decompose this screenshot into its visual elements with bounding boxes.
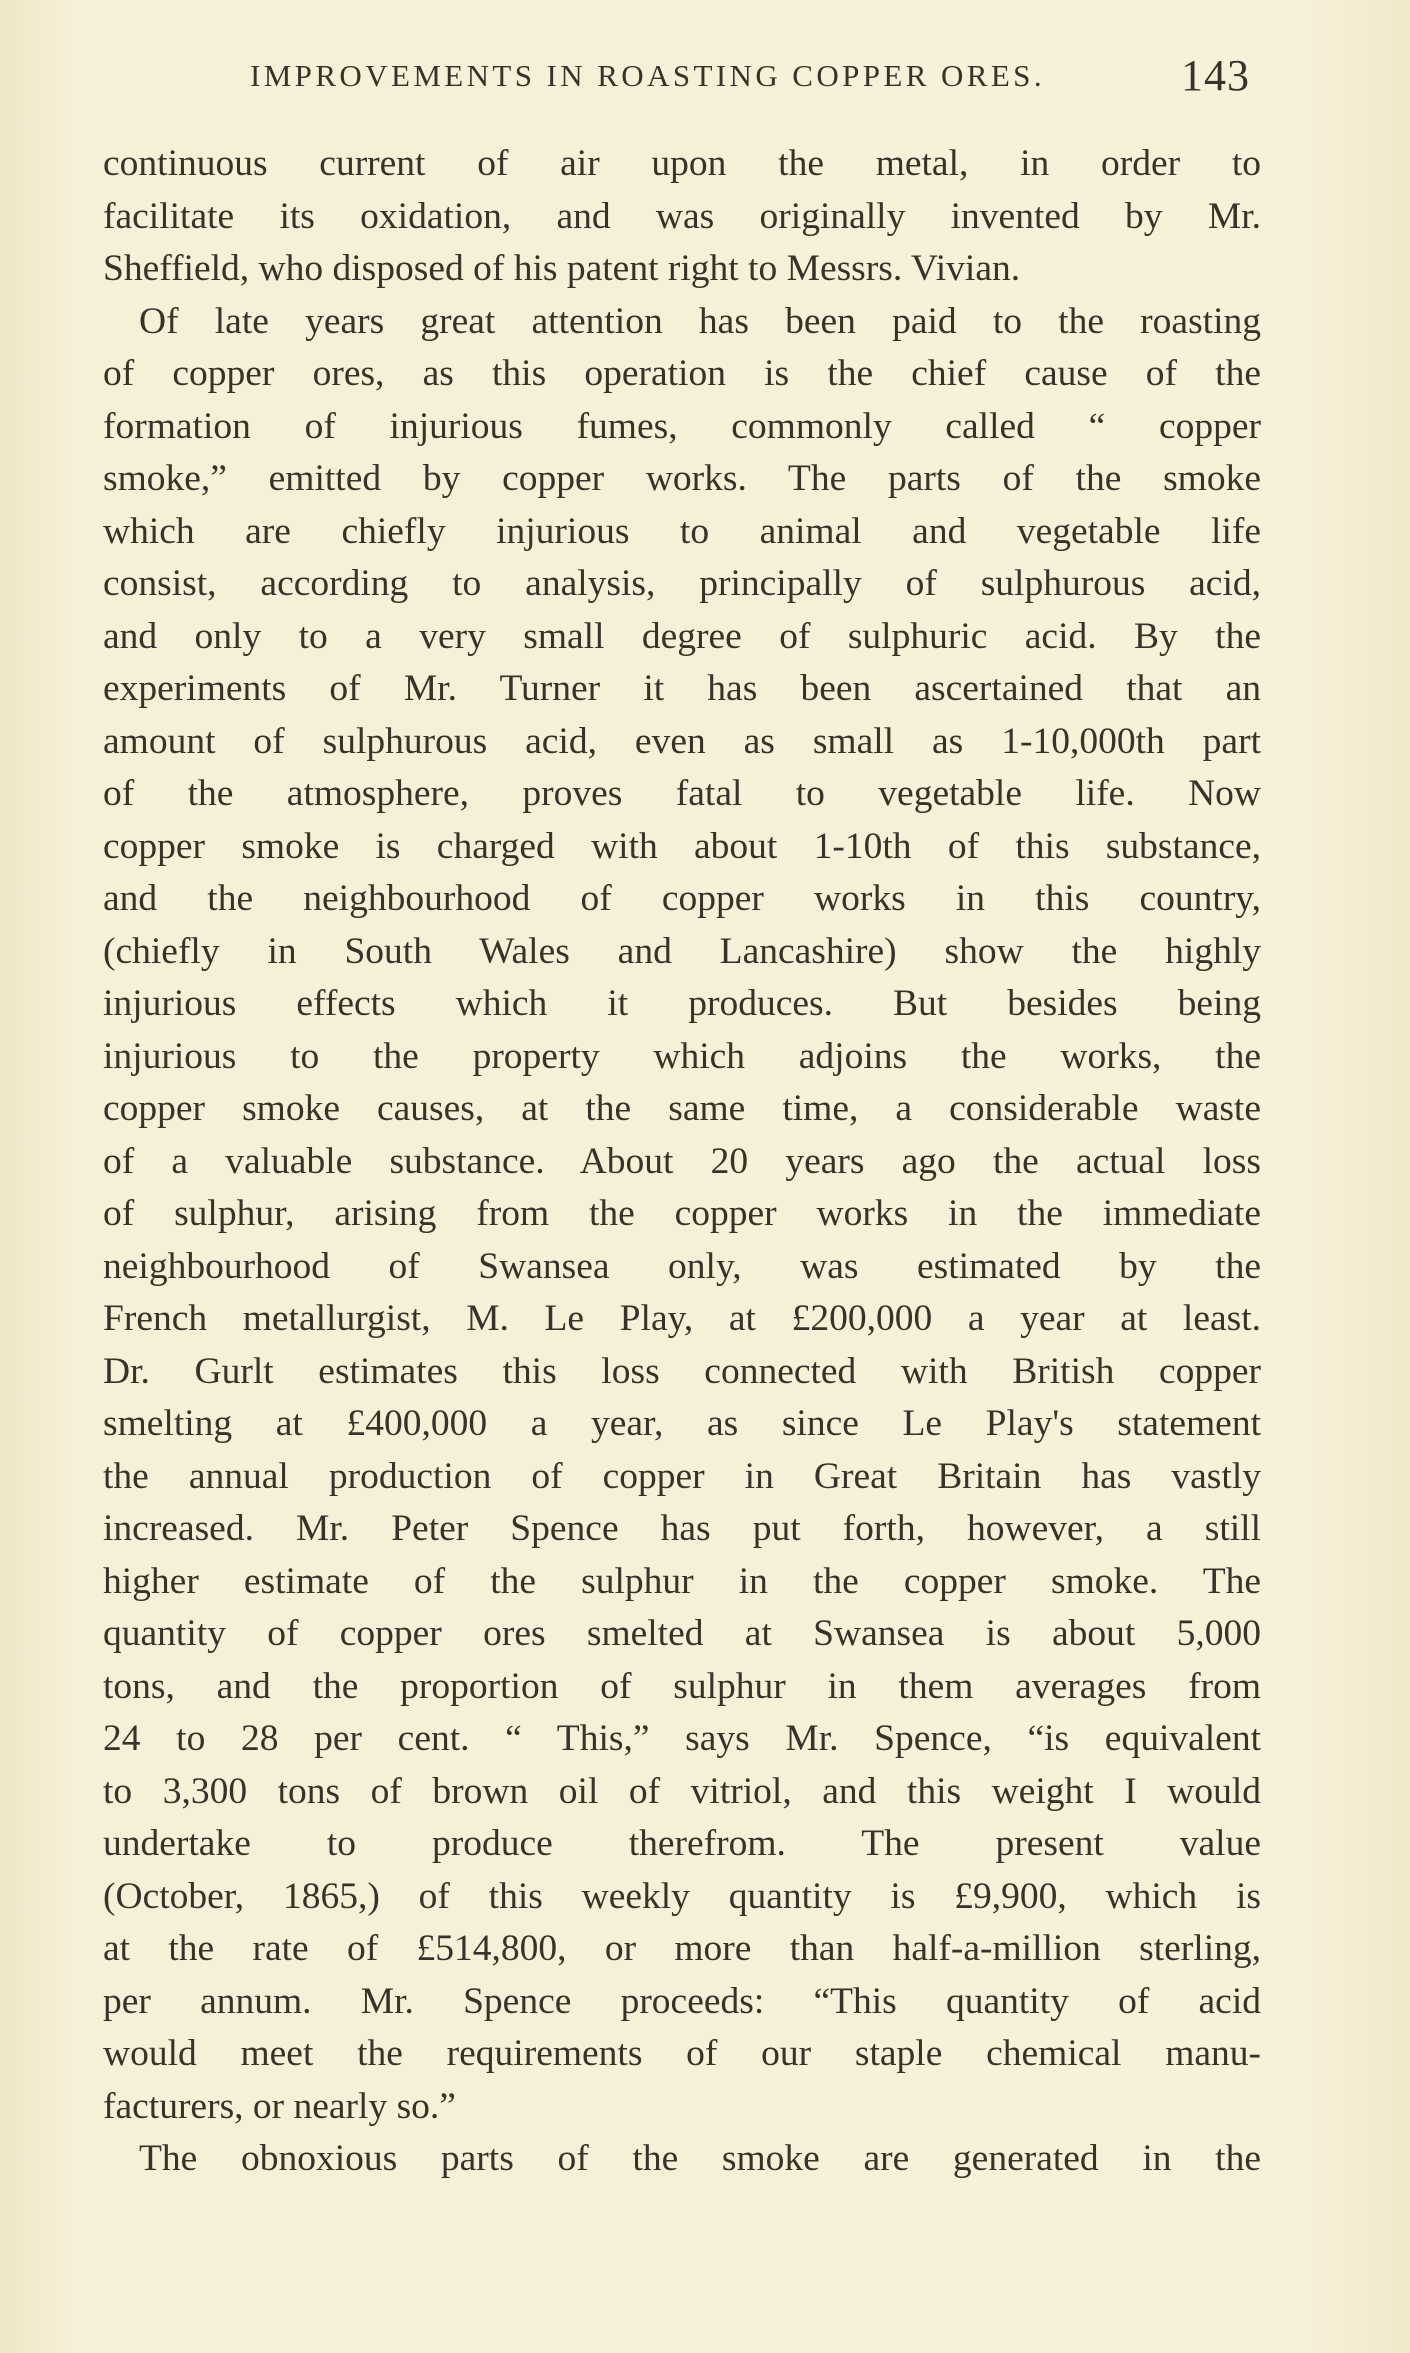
text-line: tons, and the proportion of sulphur in them averages from: [103, 1665, 1261, 1707]
text-line: consist, according to analysis, principally of sulphurous acid,: [103, 563, 1261, 604]
text-line: (October, 1865,) of this weekly quantity is £9,900, which is: [103, 1875, 1261, 1917]
text-line: Of late years great attention has been paid to the roasting: [139, 300, 1261, 342]
text-line: of sulphur, arising from the copper works in the immediate: [103, 1193, 1261, 1234]
running-head: IMPROVEMENTS IN ROASTING COPPER ORES.: [250, 58, 1045, 93]
text-line: copper smoke is charged with about 1-10th of this substance,: [103, 825, 1261, 867]
text-line: quantity of copper ores smelted at Swansea is about 5,000: [103, 1613, 1261, 1654]
text-line: of copper ores, as this operation is the chief cause of the: [103, 353, 1261, 394]
text-line: 24 to 28 per cent. “ This,” says Mr. Spence, “is equivalent: [103, 1718, 1261, 1759]
text-line: and the neighbourhood of copper works in this country,: [103, 878, 1261, 919]
text-line: Dr. Gurlt estimates this loss connected with British copper: [103, 1350, 1261, 1392]
text-line: undertake to produce therefrom. The present value: [103, 1823, 1261, 1864]
text-line: injurious to the property which adjoins the works, the: [103, 1035, 1261, 1077]
text-line: facilitate its oxidation, and was originally invented by Mr.: [103, 195, 1261, 237]
text-line: and only to a very small degree of sulphuric acid. By the: [103, 615, 1261, 657]
text-line: experiments of Mr. Turner it has been ascertained that an: [103, 668, 1261, 709]
text-line: which are chiefly injurious to animal and vegetable life: [103, 510, 1261, 552]
text-line: smoke,” emitted by copper works. The parts of the smoke: [103, 458, 1261, 499]
text-line: to 3,300 tons of brown oil of vitriol, and this weight I would: [103, 1770, 1261, 1812]
text-line: The obnoxious parts of the smoke are generated in the: [139, 2138, 1261, 2179]
body-text: [103, 138, 1261, 2186]
text-line: injurious effects which it produces. But besides being: [103, 983, 1261, 1024]
text-line: higher estimate of the sulphur in the copper smoke. The: [103, 1560, 1261, 1602]
text-line: Sheffield, who disposed of his patent right to Messrs. Vivian.: [103, 248, 1021, 289]
text-line: smelting at £400,000 a year, as since Le Play's statement: [103, 1403, 1261, 1444]
text-line: increased. Mr. Peter Spence has put forth, however, a still: [103, 1508, 1261, 1549]
page-number: 143: [1181, 51, 1250, 100]
text-line: at the rate of £514,800, or more than half-a-million sterling,: [103, 1928, 1261, 1969]
text-line: copper smoke causes, at the same time, a considerable waste: [103, 1088, 1261, 1129]
text-line: of the atmosphere, proves fatal to vegetable life. Now: [103, 773, 1261, 814]
text-line: the annual production of copper in Great Britain has vastly: [103, 1455, 1261, 1497]
text-line: per annum. Mr. Spence proceeds: “This quantity of acid: [103, 1980, 1261, 2022]
page-header: [250, 50, 1250, 110]
text-line: neighbourhood of Swansea only, was estimated by the: [103, 1245, 1261, 1287]
text-line: would meet the requirements of our staple chemical manu-: [103, 2033, 1261, 2074]
text-line: French metallurgist, M. Le Play, at £200,000 a year at least.: [103, 1298, 1261, 1339]
text-line: facturers, or nearly so.”: [103, 2085, 456, 2127]
text-line: formation of injurious fumes, commonly called “ copper: [103, 405, 1261, 447]
text-line: amount of sulphurous acid, even as small as 1-10,000th part: [103, 720, 1261, 762]
text-line: continuous current of air upon the metal, in order to: [103, 143, 1261, 184]
text-line: of a valuable substance. About 20 years ago the actual loss: [103, 1140, 1261, 1182]
text-line: (chiefly in South Wales and Lancashire) show the highly: [103, 930, 1261, 972]
